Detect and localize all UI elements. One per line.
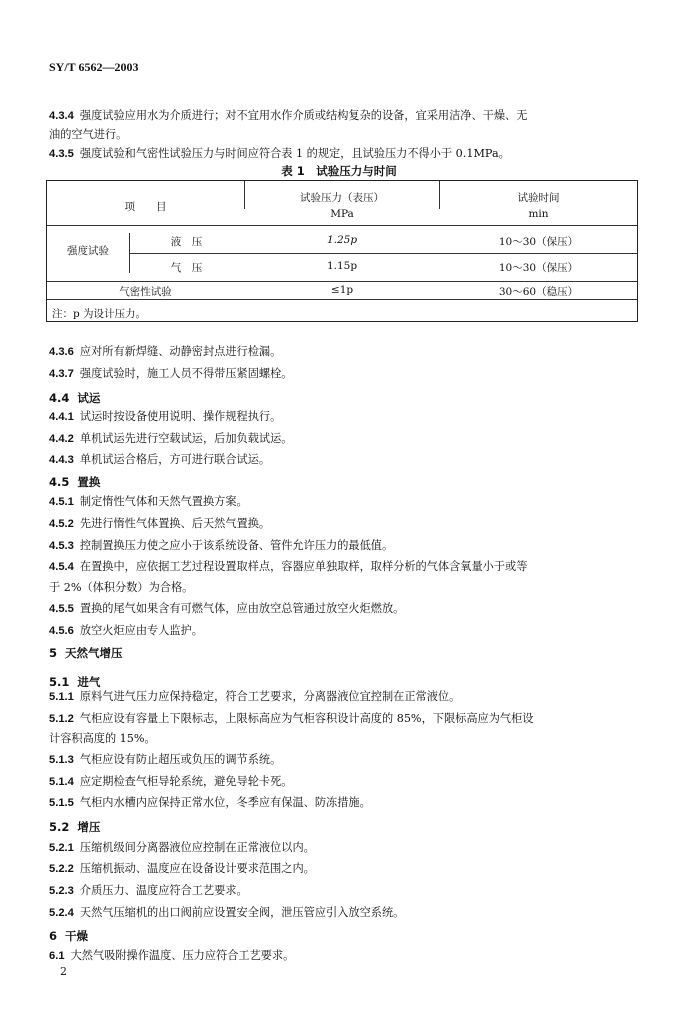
clause-text: 压缩机级间分离器液位应控制在正常液位以内。 [79,841,315,854]
row-pneumatic-pressure: 1.15p [326,260,358,272]
clause-4-5-2 [49,518,636,530]
clause-number: 5 [49,646,58,660]
header-time-unit: min [528,208,549,220]
clause-continuation: 于 2%（体积分数）为合格。 [49,581,194,594]
subsection-heading-5-2 [49,819,100,835]
clause-text: 进气 [77,675,101,689]
clause-4-3-4-cont: 油的空气进行。 [49,128,128,141]
clause-number: 4.5.3 [49,540,74,552]
clause-continuation: 计容积高度的 15%。 [49,732,156,745]
clause-text: 在置换中，应依据工艺过程设置取样点，容器应单独取样，取样分析的气体含氧量小于或等 [79,560,528,573]
clause-number: 4.5.2 [49,518,74,530]
clause-4-3-7 [49,368,636,380]
clause-text: 介质压力、温度应符合工艺要求。 [79,884,248,897]
clause-4-4-2 [49,433,636,445]
table-caption: 表 1 试验压力与时间 [281,164,397,178]
section-heading-6 [49,928,88,944]
clause-5-2-3 [49,885,636,897]
row-airtight-pressure: ≤1p [330,284,354,296]
section-heading-5 [49,645,123,661]
document-code: SY/T 6562—2003 [49,60,139,74]
clause-number: 4.3.7 [49,368,74,380]
clause-text: 制定惰性气体和天然气置换方案。 [79,495,248,508]
clause-text: 原料气进气压力应保持稳定，符合工艺要求，分离器液位宜控制在正常液位。 [79,690,461,703]
clause-number: 5.2.4 [49,907,74,919]
clause-text: 压缩机振动、温度应在设备设计要求范围之内。 [79,862,315,875]
clause-text: 天然气增压 [65,646,123,660]
clause-text: 控制置换压力使之应小于该系统设备、管件允许压力的最低值。 [79,539,394,552]
clause-5-1-4 [49,776,636,788]
clause-4-5-5 [49,603,636,615]
clause-4-3-5 [49,148,636,160]
clause-5-1-2 [49,713,636,725]
clause-number: 5.1.4 [49,776,74,788]
pressure-time-table [46,180,638,322]
subsection-heading-4-5 [49,474,100,490]
subsection-heading-5-1 [49,674,100,690]
header-time: 试验时间 [517,192,560,204]
clause-number: 5.2.2 [49,863,74,875]
clause-text: 天然气压缩机的出口阀前应设置安全阀，泄压管应引入放空系统。 [79,906,405,919]
clause-text: 单机试运合格后，方可进行联合试运。 [79,453,271,466]
clause-number: 5.1.5 [49,797,74,809]
row-pneumatic-time: 10～30（保压） [498,262,579,274]
clause-text: 试运 [77,391,101,405]
row-hydraulic-time: 10～30（保压） [498,236,579,248]
clause-text: 置换 [77,475,101,489]
clause-4-4-1 [49,411,636,423]
clause-text: 增压 [77,820,101,834]
clause-number: 5.2.3 [49,885,74,897]
clause-number: 4.5.1 [49,496,74,508]
clause-5-2-2 [49,863,636,875]
header-pressure-unit: MPa [330,208,354,220]
clause-number: 5.2 [49,820,70,834]
clause-text: 单机试运先进行空载试运，后加负载试运。 [79,432,293,445]
header-pressure: 试验压力（表压） [300,192,384,204]
clause-5-2-4 [49,907,636,919]
clause-number: 4.4.3 [49,454,74,466]
clause-6-1 [49,950,636,962]
clause-text: 应对所有新焊缝、动静密封点进行检漏。 [79,345,282,358]
clause-number: 5.1.2 [49,713,74,725]
group-strength-test: 强度试验 [67,245,109,257]
clause-text: 大然气吸附操作温度、压力应符合工艺要求。 [70,949,295,962]
clause-number: 5.2.1 [49,842,74,854]
clause-5-2-1 [49,842,636,854]
clause-text: 强度试验应用水为介质进行；对不宜用水作介质或结构复杂的设备，宜采用洁净、干燥、无 [79,109,528,122]
row-hydraulic-pressure: 1.25p [326,234,358,246]
clause-5-1-5 [49,797,636,809]
table-note: 注：p 为设计压力。 [52,308,147,320]
row-pneumatic-label: 气 压 [170,262,203,274]
clause-text: 放空火炬应由专人监护。 [79,624,203,637]
row-airtight-label: 气密性试验 [119,286,172,298]
clause-4-3-4 [49,110,636,122]
clause-text: 试运时按设备使用说明、操作规程执行。 [79,410,282,423]
clause-text: 应定期检查气柜导轮系统，避免导轮卡死。 [79,775,293,788]
clause-4-5-3 [49,540,636,552]
clause-number: 4.4.2 [49,433,74,445]
clause-text: 气柜应设有防止超压或负压的调节系统。 [79,753,282,766]
clause-number: 5.1.3 [49,754,74,766]
clause-text: 强度试验和气密性试验压力与时间应符合表 1 的规定，且试验压力不得小于 0.1MPa。 [79,147,510,160]
clause-number: 4.5.5 [49,603,74,615]
clause-number: 6 [49,929,58,943]
clause-4-5-6 [49,625,636,637]
clause-number: 4.3.5 [49,148,74,160]
clause-number: 4.3.4 [49,110,74,122]
clause-number: 4.3.6 [49,346,74,358]
subsection-heading-4-4 [49,390,100,406]
row-airtight-time: 30～60（稳压） [498,286,579,298]
clause-number: 5.1.1 [49,691,74,703]
clause-4-5-1 [49,496,636,508]
row-hydraulic-label: 液 压 [170,236,203,248]
clause-text: 气柜内水槽内应保持正常水位，冬季应有保温、防冻措施。 [79,796,371,809]
clause-number: 4.5.6 [49,625,74,637]
clause-number: 4.5 [49,475,70,489]
clause-text: 强度试验时，施工人员不得带压紧固螺栓。 [79,367,293,380]
clause-number: 5.1 [49,675,70,689]
clause-5-1-1 [49,691,636,703]
clause-number: 6.1 [49,950,65,962]
clause-text: 干燥 [65,929,89,943]
clause-4-4-3 [49,454,636,466]
clause-5-1-3 [49,754,636,766]
clause-text: 先进行惰性气体置换、后天然气置换。 [79,517,271,530]
header-item: 项 目 [124,201,167,213]
clause-4-3-6 [49,346,636,358]
clause-number: 4.5.4 [49,561,74,573]
clause-number: 4.4 [49,391,70,405]
clause-4-5-4 [49,561,636,573]
clause-number: 4.4.1 [49,411,74,423]
clause-text: 置换的尾气如果含有可燃气体，应由放空总管通过放空火炬燃放。 [79,602,405,615]
page-number: 2 [60,965,67,978]
clause-text: 气柜应设有容量上下限标志，上限标高应为气柜容积设计高度的 85%，下限标高应为气柜设 [79,712,534,725]
